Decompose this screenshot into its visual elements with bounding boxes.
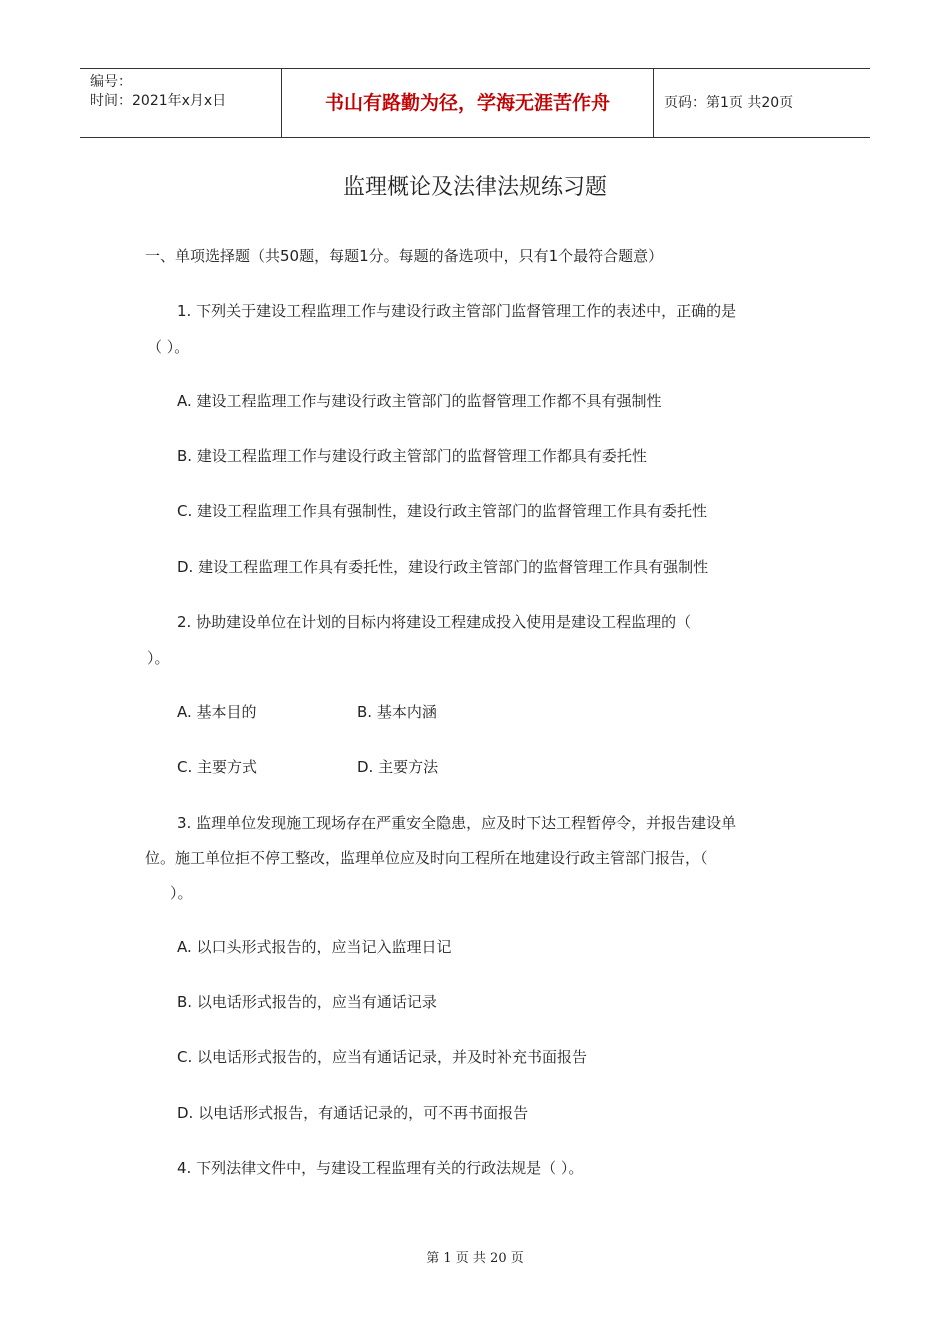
- question-3-option-d: D. 以电话形式报告，有通话记录的，可不再书面报告: [177, 1104, 529, 1122]
- question-1-option-a: A. 建设工程监理工作与建设行政主管部门的监督管理工作都不具有强制性: [177, 392, 662, 410]
- question-3-stem-line-1: 3. 监理单位发现施工现场存在严重安全隐患，应及时下达工程暂停令，并报告建设单: [177, 814, 737, 832]
- question-4-stem-line-1: 4. 下列法律文件中，与建设工程监理有关的行政法规是（ ）。: [177, 1159, 584, 1177]
- question-3-option-a: A. 以口头形式报告的，应当记入监理日记: [177, 938, 452, 956]
- question-3-option-c: C. 以电话形式报告的，应当有通话记录，并及时补充书面报告: [177, 1048, 588, 1066]
- question-3-option-b: B. 以电话形式报告的，应当有通话记录: [177, 993, 437, 1011]
- question-1-stem-line-1: 1. 下列关于建设工程监理工作与建设行政主管部门监督管理工作的表述中，正确的是: [177, 302, 737, 320]
- question-2-stem-line-2: ）。: [147, 649, 170, 667]
- page-header: [80, 68, 870, 138]
- question-2-option-d: D. 主要方法: [357, 758, 439, 776]
- question-2-stem-line-1: 2. 协助建设单位在计划的目标内将建设工程建成投入使用是建设工程监理的（: [177, 613, 692, 631]
- question-1-option-b: B. 建设工程监理工作与建设行政主管部门的监督管理工作都具有委托性: [177, 447, 647, 465]
- section-heading: 一、单项选择题（共50题，每题1分。每题的备选项中，只有1个最符合题意）: [145, 247, 664, 265]
- header-page-label: 页码：第1页 共20页: [664, 95, 794, 111]
- page-footer: 第 1 页 共 20 页: [426, 1251, 524, 1266]
- header-slogan: 书山有路勤为径，学海无涯苦作舟: [281, 69, 654, 137]
- question-2-option-b: B. 基本内涵: [357, 703, 437, 721]
- question-3-stem-line-2: 位。施工单位拒不停工整改，监理单位应及时向工程所在地建设行政主管部门报告，（: [145, 849, 708, 867]
- question-3-stem-line-3: ）。: [170, 884, 193, 902]
- number-label: 编号：: [90, 74, 132, 90]
- question-1-option-d: D. 建设工程监理工作具有委托性，建设行政主管部门的监督管理工作具有强制性: [177, 558, 709, 576]
- question-2-option-a: A. 基本目的: [177, 703, 257, 721]
- question-2-option-c: C. 主要方式: [177, 758, 258, 776]
- question-1-option-c: C. 建设工程监理工作具有强制性，建设行政主管部门的监督管理工作具有委托性: [177, 502, 708, 520]
- header-info: [80, 69, 281, 137]
- time-label: 时间：2021年x月x日: [90, 93, 227, 109]
- page-title: 监理概论及法律法规练习题: [342, 175, 607, 200]
- question-1-stem-line-2: （ ）。: [147, 338, 190, 356]
